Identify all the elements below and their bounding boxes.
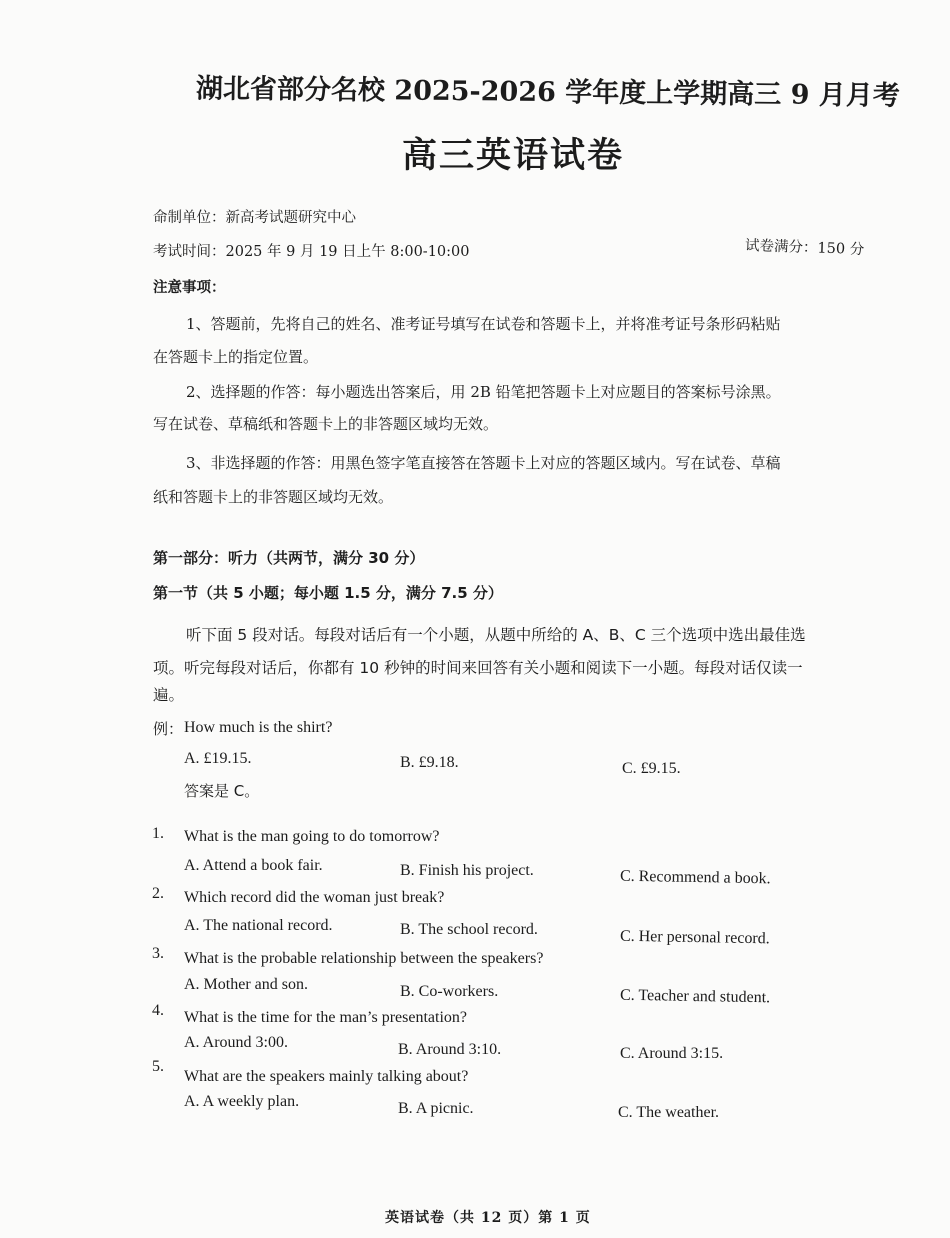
page-footer: 英语试卷（共 12 页）第 1 页 [385, 1210, 591, 1226]
example-option-a: A. £19.15. [184, 750, 252, 767]
question-number: 3. [152, 945, 164, 962]
option-a: A. Mother and son. [184, 976, 308, 993]
example-answer: 答案是 C。 [184, 782, 260, 800]
option-a: A. The national record. [184, 917, 333, 934]
issuer-line: 命制单位：新高考试题研究中心 [153, 210, 356, 226]
notice-item-2-line-1: 2、选择题的作答：每小题选出答案后，用 2B 铅笔把答题卡上对应题目的答案标号涂黑。 [186, 383, 781, 401]
example-label: 例： [153, 720, 184, 738]
question-text: What is the man going to do tomorrow? [184, 828, 440, 845]
exam-time-line: 考试时间：2025 年 9 月 19 日上午 8:00-10:00 [153, 244, 470, 260]
exam-title: 湖北省部分名校 2025-2026 学年度上学期高三 9 月月考 [195, 73, 901, 112]
notice-item-3-line-1: 3、非选择题的作答：用黑色签字笔直接答在答题卡上对应的答题区域内。写在试卷、草稿 [186, 454, 781, 472]
notice-item-2-line-2: 写在试卷、草稿纸和答题卡上的非答题区域均无效。 [153, 415, 499, 433]
example-question: How much is the shirt? [184, 719, 333, 736]
example-option-b: B. £9.18. [400, 754, 459, 771]
question-text: What is the time for the man’s presentation? [184, 1009, 468, 1026]
example-option-c: C. £9.15. [622, 760, 681, 777]
option-a: A. Attend a book fair. [184, 857, 323, 874]
question-text: What are the speakers mainly talking about? [184, 1068, 469, 1085]
notice-item-1-line-1: 1、答题前，先将自己的姓名、准考证号填写在试卷和答题卡上，并将准考证号条形码粘贴 [186, 315, 781, 333]
option-b: B. The school record. [400, 921, 538, 938]
question-text: Which record did the woman just break? [184, 889, 445, 906]
instruction-line-1: 听下面 5 段对话。每段对话后有一个小题，从题中所给的 A、B、C 三个选项中选出最佳选 [186, 626, 806, 644]
notice-heading: 注意事项： [153, 279, 226, 296]
instruction-line-2: 项。听完每段对话后，你都有 10 秒钟的时间来回答有关小题和阅读下一小题。每段对话仅读一 [153, 659, 803, 677]
option-c: C. Recommend a book. [619, 867, 771, 888]
part-1-heading: 第一部分：听力（共两节，满分 30 分） [153, 549, 425, 567]
option-c: C. Teacher and student. [619, 986, 771, 1007]
option-c: C. Around 3:15. [620, 1045, 724, 1062]
option-c: C. The weather. [618, 1104, 720, 1121]
notice-item-3-line-2: 纸和答题卡上的非答题区域均无效。 [153, 488, 394, 506]
section-1-heading: 第一节（共 5 小题；每小题 1.5 分，满分 7.5 分） [153, 584, 503, 602]
notice-item-1-line-2: 在答题卡上的指定位置。 [153, 348, 319, 366]
option-b: B. Around 3:10. [398, 1041, 502, 1058]
full-score-line: 试卷满分：150 分 [744, 237, 865, 259]
option-a: A. Around 3:00. [184, 1034, 288, 1051]
option-b: B. Co-workers. [400, 983, 499, 1000]
question-number: 4. [152, 1002, 164, 1019]
option-b: B. Finish his project. [400, 862, 534, 879]
instruction-line-3: 遍。 [153, 686, 185, 704]
question-number: 2. [152, 885, 164, 902]
option-c: C. Her personal record. [619, 927, 770, 948]
question-text: What is the probable relationship between the speakers? [184, 950, 544, 967]
option-b: B. A picnic. [398, 1100, 474, 1117]
question-number: 5. [152, 1058, 164, 1075]
question-number: 1. [152, 825, 164, 842]
paper-title: 高三英语试卷 [402, 135, 625, 176]
option-a: A. A weekly plan. [184, 1093, 300, 1110]
